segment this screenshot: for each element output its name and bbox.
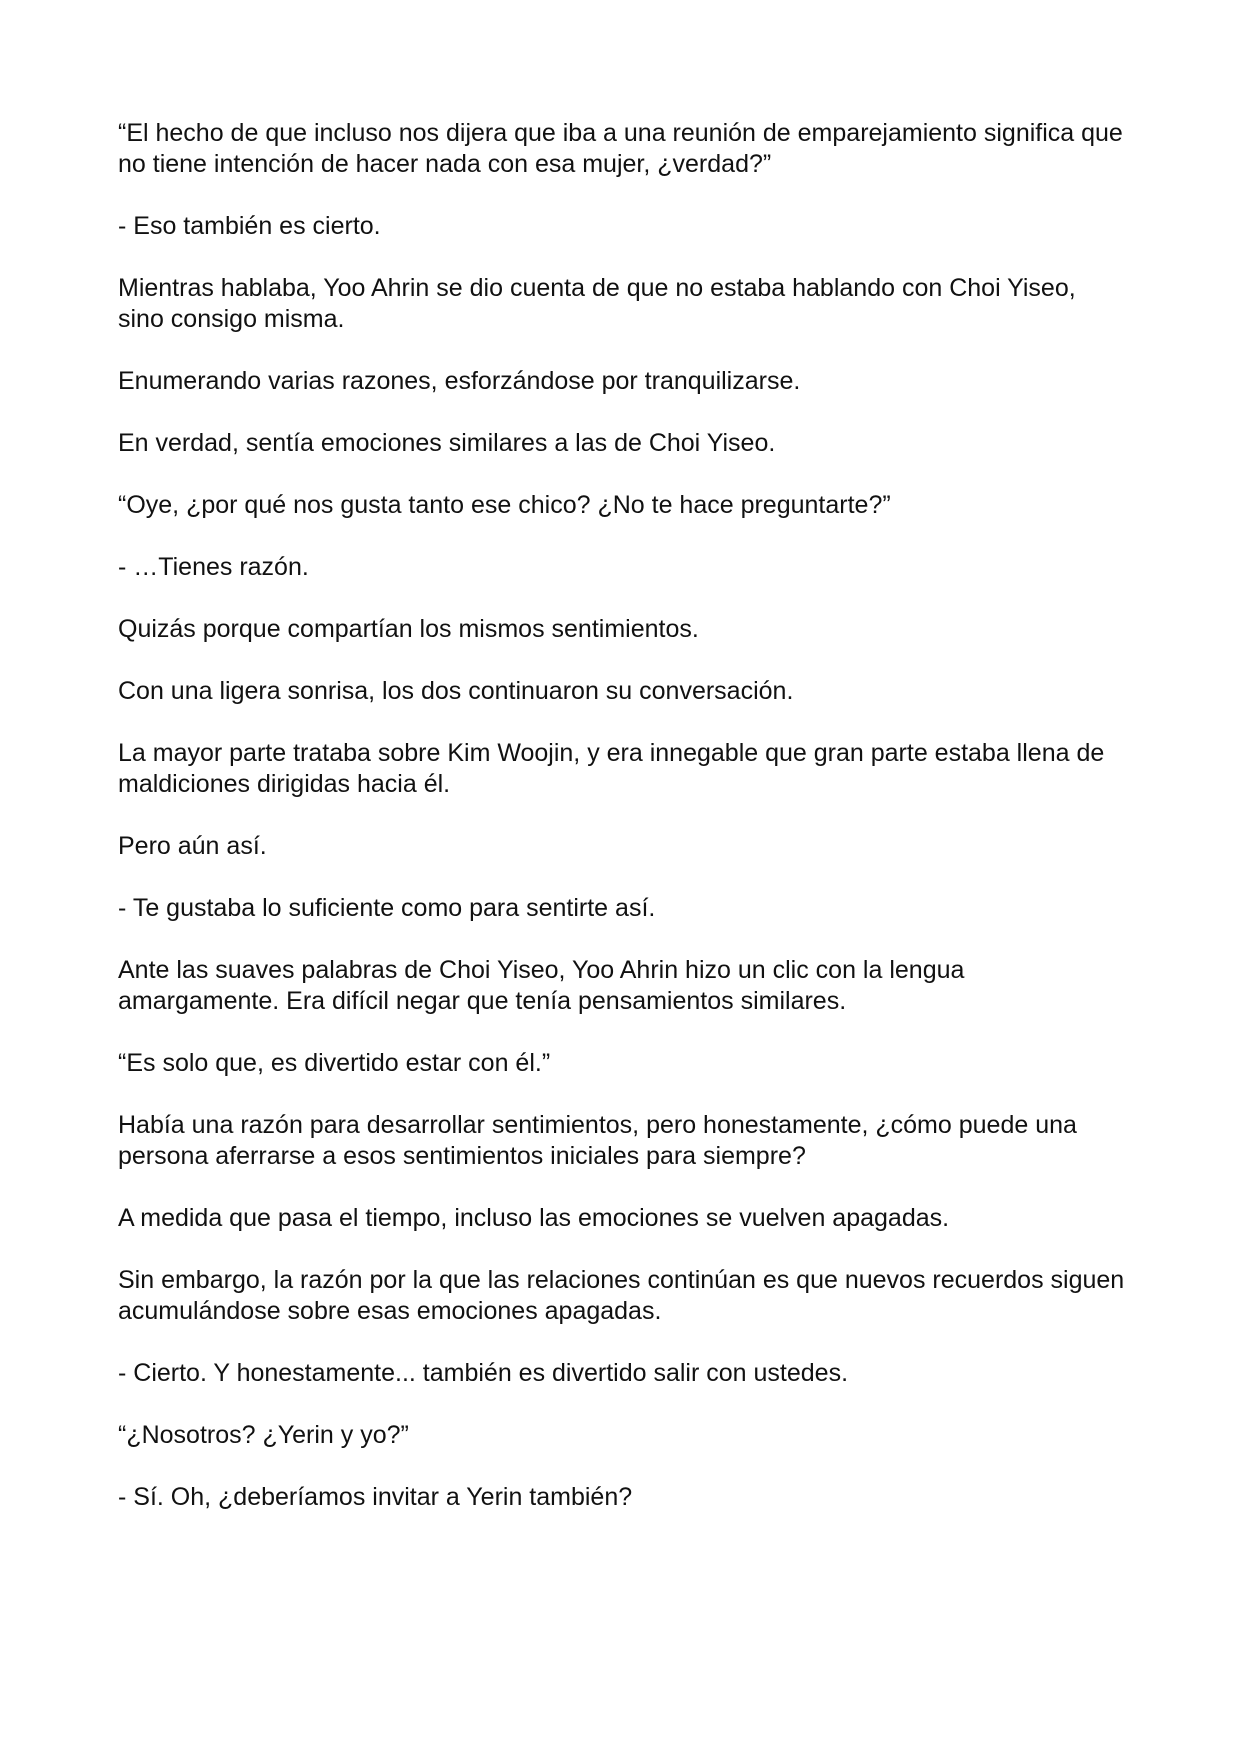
paragraph: Había una razón para desarrollar sentimientos, pero honestamente, ¿cómo puede una persona aferrarse a esos sentimientos iniciales para siempre? <box>118 1111 1077 1170</box>
paragraph: - Sí. Oh, ¿deberíamos invitar a Yerin también? <box>118 1483 633 1511</box>
paragraph: Mientras hablaba, Yoo Ahrin se dio cuenta de que no estaba hablando con Choi Yiseo, sino consigo misma. <box>118 274 1076 333</box>
paragraph: Sin embargo, la razón por la que las relaciones continúan es que nuevos recuerdos siguen acumulándose sobre esas emociones apagadas. <box>118 1266 1125 1325</box>
body-text <box>118 118 1128 1544</box>
paragraph: “El hecho de que incluso nos dijera que iba a una reunión de emparejamiento significa que no tiene intención de hacer nada con esa mujer, ¿verdad?” <box>118 119 1123 178</box>
paragraph: - Eso también es cierto. <box>118 212 381 240</box>
paragraph: - Te gustaba lo suficiente como para sentirte así. <box>118 894 656 922</box>
paragraph: A medida que pasa el tiempo, incluso las emociones se vuelven apagadas. <box>118 1204 950 1232</box>
paragraph: Con una ligera sonrisa, los dos continuaron su conversación. <box>118 677 794 705</box>
paragraph: La mayor parte trataba sobre Kim Woojin, y era innegable que gran parte estaba llena de maldiciones dirigidas hacia él. <box>118 739 1105 798</box>
paragraph: Ante las suaves palabras de Choi Yiseo, Yoo Ahrin hizo un clic con la lengua amargamente. Era difícil negar que tenía pensamientos similares. <box>118 956 965 1015</box>
paragraph: “Oye, ¿por qué nos gusta tanto ese chico? ¿No te hace preguntarte?” <box>118 491 891 519</box>
paragraph: “Es solo que, es divertido estar con él.” <box>118 1049 551 1077</box>
paragraph: Enumerando varias razones, esforzándose por tranquilizarse. <box>118 367 801 395</box>
paragraph: Pero aún así. <box>118 832 267 860</box>
paragraph: - Cierto. Y honestamente... también es divertido salir con ustedes. <box>118 1359 849 1387</box>
paragraph: Quizás porque compartían los mismos sentimientos. <box>118 615 699 643</box>
paragraph: En verdad, sentía emociones similares a las de Choi Yiseo. <box>118 429 776 457</box>
paragraph: - …Tienes razón. <box>118 553 309 581</box>
paragraph: “¿Nosotros? ¿Yerin y yo?” <box>118 1421 409 1449</box>
